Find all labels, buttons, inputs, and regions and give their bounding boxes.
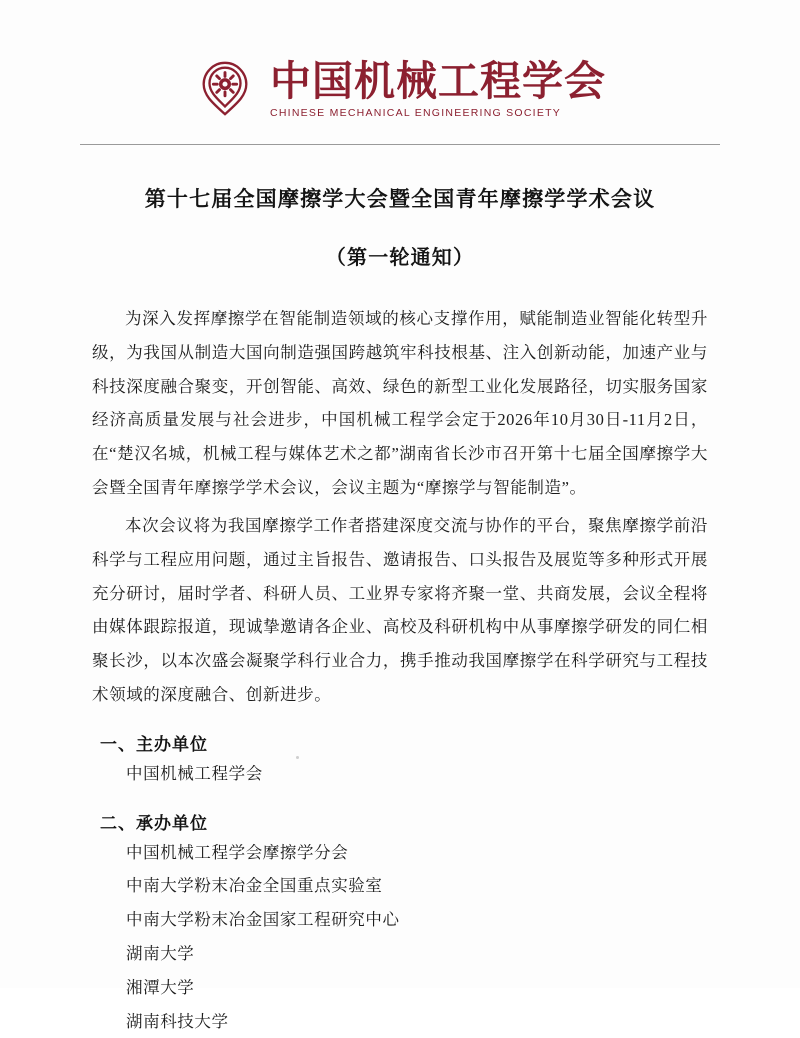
list-item: 湖南大学 [126,944,195,963]
list-item: 中国机械工程学会摩擦学分会 [126,842,349,862]
organization-name-en: CHINESE MECHANICAL ENGINEERING SOCIETY [270,106,561,119]
letterhead-divider [80,144,720,145]
list-item: 中国机械工程学会 [126,763,263,783]
list-item: 湘潭大学 [126,977,195,997]
section-heading: 二、承办单位 [100,813,208,833]
letterhead [0,0,800,126]
section-list [92,836,708,1038]
list-item: 湖南科技大学 [126,1011,229,1031]
society-emblem-icon [194,58,256,120]
list-item: 中南大学粉末冶金国家工程研究中心 [126,910,400,930]
page-subtitle: （第一轮通知） [325,247,475,269]
organization-name-block [270,59,606,118]
organization-logo [194,58,606,120]
organization-name-cn: 中国机械工程学会 [270,58,606,105]
document-body [0,302,800,1038]
section-list [92,757,708,791]
section-heading: 一、主办单位 [100,734,208,754]
list-item: 中南大学粉末冶金全国重点实验室 [126,876,383,896]
paragraph: 为深入发挥摩擦学在智能制造领域的核心支撑作用，赋能制造业智能化转型升级，为我国从制造大国向制造强国跨越筑牢科技根基、注入创新动能，加速产业与科技深度融合聚变，开创智能、高效、绿色的新型工业化发展路径，切实服务国家经济高质量发展与社会进步，中国机械工程学会定于2026年10月30日-11月2日，在“楚汉名城，机械工程与媒体艺术之都”湖南省长沙市召开第十七届全国摩擦学大会暨全国青年摩擦学学术会议，会议主题为“摩擦学与智能制造”。 [92,309,708,498]
scan-speck [296,756,299,759]
page-title: 第十七届全国摩擦学大会暨全国青年摩擦学学术会议 [144,187,656,211]
paragraph: 本次会议将为我国摩擦学工作者搭建深度交流与协作的平台，聚焦摩擦学前沿科学与工程应用问题，通过主旨报告、邀请报告、口头报告及展览等多种形式开展充分研讨，届时学者、科研人员、工业界专家将齐聚一堂、共商发展，会议全程将由媒体跟踪报道，现诚挚邀请各企业、高校及科研机构中从事摩擦学研发的同仁相聚长沙，以本次盛会凝聚学科行业合力，携手推动我国摩擦学在科学研究与工程技术领域的深度融合、创新进步。 [92,515,708,704]
